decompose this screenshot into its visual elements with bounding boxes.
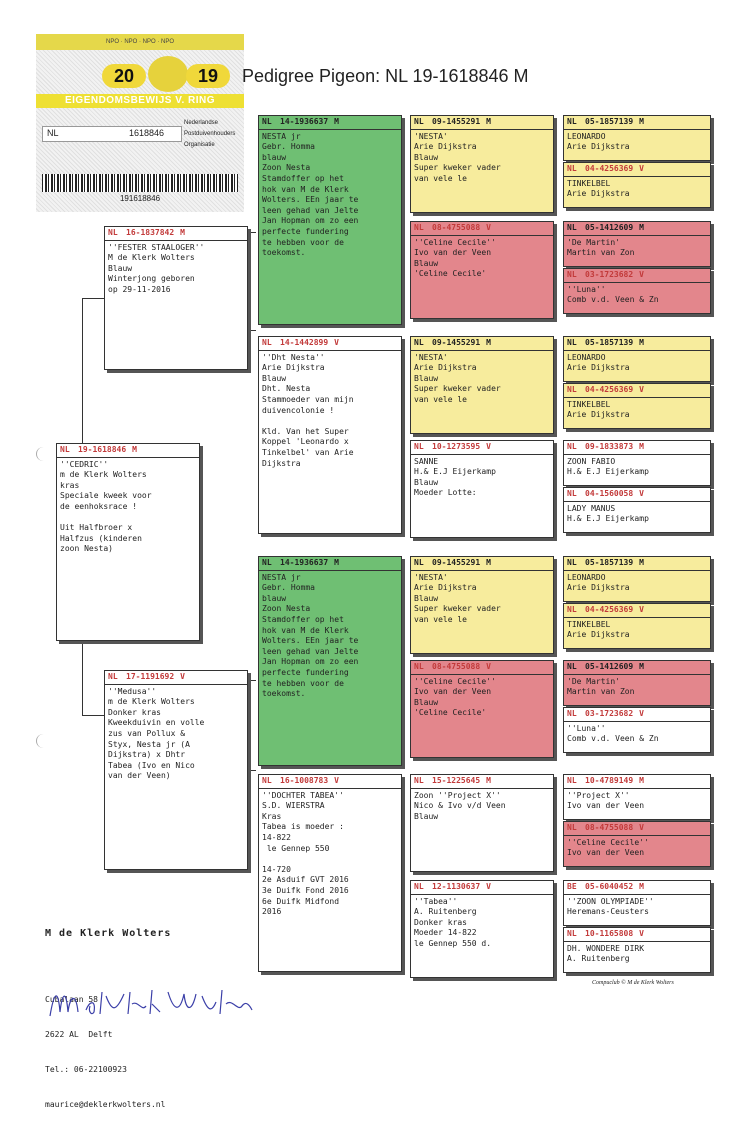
owner-city: 2622 AL Delft [45,1029,113,1039]
bird-card-sire-dam: NL 14-1442899 V ''Dht Nesta'' Arie Dijkstra Blauw Dht. Nesta Stammoeder van mijn duivencolonie ! Kld. Van het Super Koppel 'Leonardo x Tinkelbel' van Arie Dijkstra [258,336,402,534]
sticker-band-text: EIGENDOMSBEWIJS V. RING [36,94,244,108]
bird-card-dds: NL 15-1225645 M Zoon ''Project X'' Nico & Ivo v/d Veen Blauw [410,774,554,872]
bird-card-g11: NL 05-1412609 M 'De Martin' Martin van Zon [563,660,711,706]
bird-card-g8: NL 04-1560058 V LADY MANUS H.& E.J Eijerkamp [563,487,711,533]
bird-card-header: NL 19-1618846 M [57,444,199,458]
ring-number-field [42,126,182,142]
bird-card-g1: NL 05-1857139 M LEONARDO Arie Dijkstra [563,115,711,161]
bird-card-g4: NL 03-1723682 V ''Luna'' Comb v.d. Veen & Zn [563,268,711,314]
barcode-number: 191618846 [119,194,161,203]
bird-card-ddd: NL 12-1130637 V ''Tabea'' A. Ruitenberg Donker kras Moeder 14-822 le Gennep 550 d. [410,880,554,978]
bird-card-ssd: NL 08-4755088 V ''Celine Cecile'' Ivo van der Veen Blauw 'Celine Cecile' [410,221,554,319]
page-title: Pedigree Pigeon: NL 19-1618846 M [242,66,529,86]
bird-card-dam-sire: NL 14-1936637 M NESTA jr Gebr. Homma blauw Zoon Nesta Stamdoffer op het hok van M de Klerk Wolters. EEn jaar te leen gehad van Jelte Jan Hopman om zo een perfecte fundering te hebben voor de toekomst. [258,556,402,766]
bird-card-g7: NL 09-1833873 M ZOON FABIO H.& E.J Eijerkamp [563,440,711,486]
punch-hole [36,447,51,461]
bird-card-g12: NL 03-1723682 V ''Luna'' Comb v.d. Veen & Zn [563,707,711,753]
bird-card-details: ''Medusa'' m de Klerk Wolters Donker kras Kweekduivin en volle zus van Pollux & Styx, Nesta jr (A Dijkstra) x Dhtr Tabea (Ivo en Nico van der Veen) [108,686,205,781]
punch-hole [36,734,51,748]
bird-card-g5: NL 05-1857139 M LEONARDO Arie Dijkstra [563,336,711,382]
bird-card-g6: NL 04-4256369 V TINKELBEL Arie Dijkstra [563,383,711,429]
bird-card-g15: BE 05-6040452 M ''ZOON OLYMPIADE'' Heremans-Ceusters [563,880,711,926]
org-line-1: Nederlandse [184,120,219,126]
connector-line [82,298,104,299]
bird-card-dam: NL 17-1191692 V ''Medusa'' m de Klerk Wolters Donker kras Kweekduivin en volle zus van Pollux & Styx, Nesta jr (A Dijkstra) x Dhtr Tabea (Ivo en Nico van der Veen) [104,670,248,870]
sticker-header: NPO · NPO · NPO · NPO [36,34,244,50]
bird-card-subject [56,443,200,641]
bird-card-g3: NL 05-1412609 M 'De Martin' Martin van Zon [563,221,711,267]
owner-phone: Tel.: 06-22100923 [45,1064,127,1074]
bird-card-dam-dam: NL 16-1008783 V ''DOCHTER TABEA'' S.D. WIERSTRA Kras Tabea is moeder : 14-822 le Gennep 550 14-720 2e Asduif GVT 2016 3e Duifk Fond 2016 6e Duifk Midfond 2016 [258,774,402,972]
bird-card-details: ''FESTER STAALOGER'' M de Klerk Wolters Blauw Winterjong geboren op 29-11-2016 [108,242,205,294]
bird-card-g14: NL 08-4755088 V ''Celine Cecile'' Ivo van der Veen [563,821,711,867]
owner-email: maurice@deklerkwolters.nl [45,1099,166,1109]
org-line-2: Postduivenhouders [184,131,236,137]
ownership-certificate-sticker [36,34,244,212]
bird-card-sire: NL 16-1837842 M ''FESTER STAALOGER'' M de Klerk Wolters Blauw Winterjong geboren op 29-11-2016 [104,226,248,370]
bird-card-sds: NL 09-1455291 M 'NESTA' Arie Dijkstra Blauw Super kweker vader van vele le [410,336,554,434]
pigeon-logo-icon [148,56,188,92]
bird-card-details: ''CEDRIC'' m de Klerk Wolters kras Speciale kweek voor de eenhoksrace ! Uit Halfbroer x Halfzus (kinderen zoon Nesta) [60,459,152,554]
sticker-year-right: 19 [186,64,230,88]
bird-card-sire-sire: NL 14-1936637 M NESTA jr Gebr. Homma blauw Zoon Nesta Stamdoffer op het hok van M de Klerk Wolters. EEn jaar te leen gehad van Jelte Jan Hopman om zo een perfecte fundering te hebben voor de toekomst. [258,115,402,325]
bird-card-g16: NL 10-1165808 V DH. WONDERE DIRK A. Ruitenberg [563,927,711,973]
bird-card-sdd: NL 10-1273595 V SANNE H.& E.J Eijerkamp Blauw Moeder Lotte: [410,440,554,538]
bird-card-g2: NL 04-4256369 V TINKELBEL Arie Dijkstra [563,162,711,208]
bird-card-g10: NL 04-4256369 V TINKELBEL Arie Dijkstra [563,603,711,649]
sticker-year-left: 20 [102,64,146,88]
owner-address: Cubalaan 58 [45,995,98,1005]
connector-line [82,715,104,716]
bird-card-dsd: NL 08-4755088 V ''Celine Cecile'' Ivo van der Veen Blauw 'Celine Cecile' [410,660,554,758]
ring-country: NL [47,128,59,138]
ring-number: 1618846 [129,128,165,138]
bird-card-g9: NL 05-1857139 M LEONARDO Arie Dijkstra [563,556,711,602]
organisation-name [184,118,235,151]
bird-card-g13: NL 10-4789149 M ''Project X'' Ivo van der Veen [563,774,711,820]
org-line-3: Organisatie [184,142,215,148]
owner-name: M de Klerk Wolters [45,928,172,940]
footer-credit: Compuclub © M de Klerk Wolters [592,980,674,986]
handwritten-signature [46,982,256,1022]
bird-card-dss: NL 09-1455291 M 'NESTA' Arie Dijkstra Blauw Super kweker vader van vele le [410,556,554,654]
bird-card-sss: NL 09-1455291 M 'NESTA' Arie Dijkstra Blauw Super kweker vader van vele le [410,115,554,213]
barcode [42,174,238,192]
